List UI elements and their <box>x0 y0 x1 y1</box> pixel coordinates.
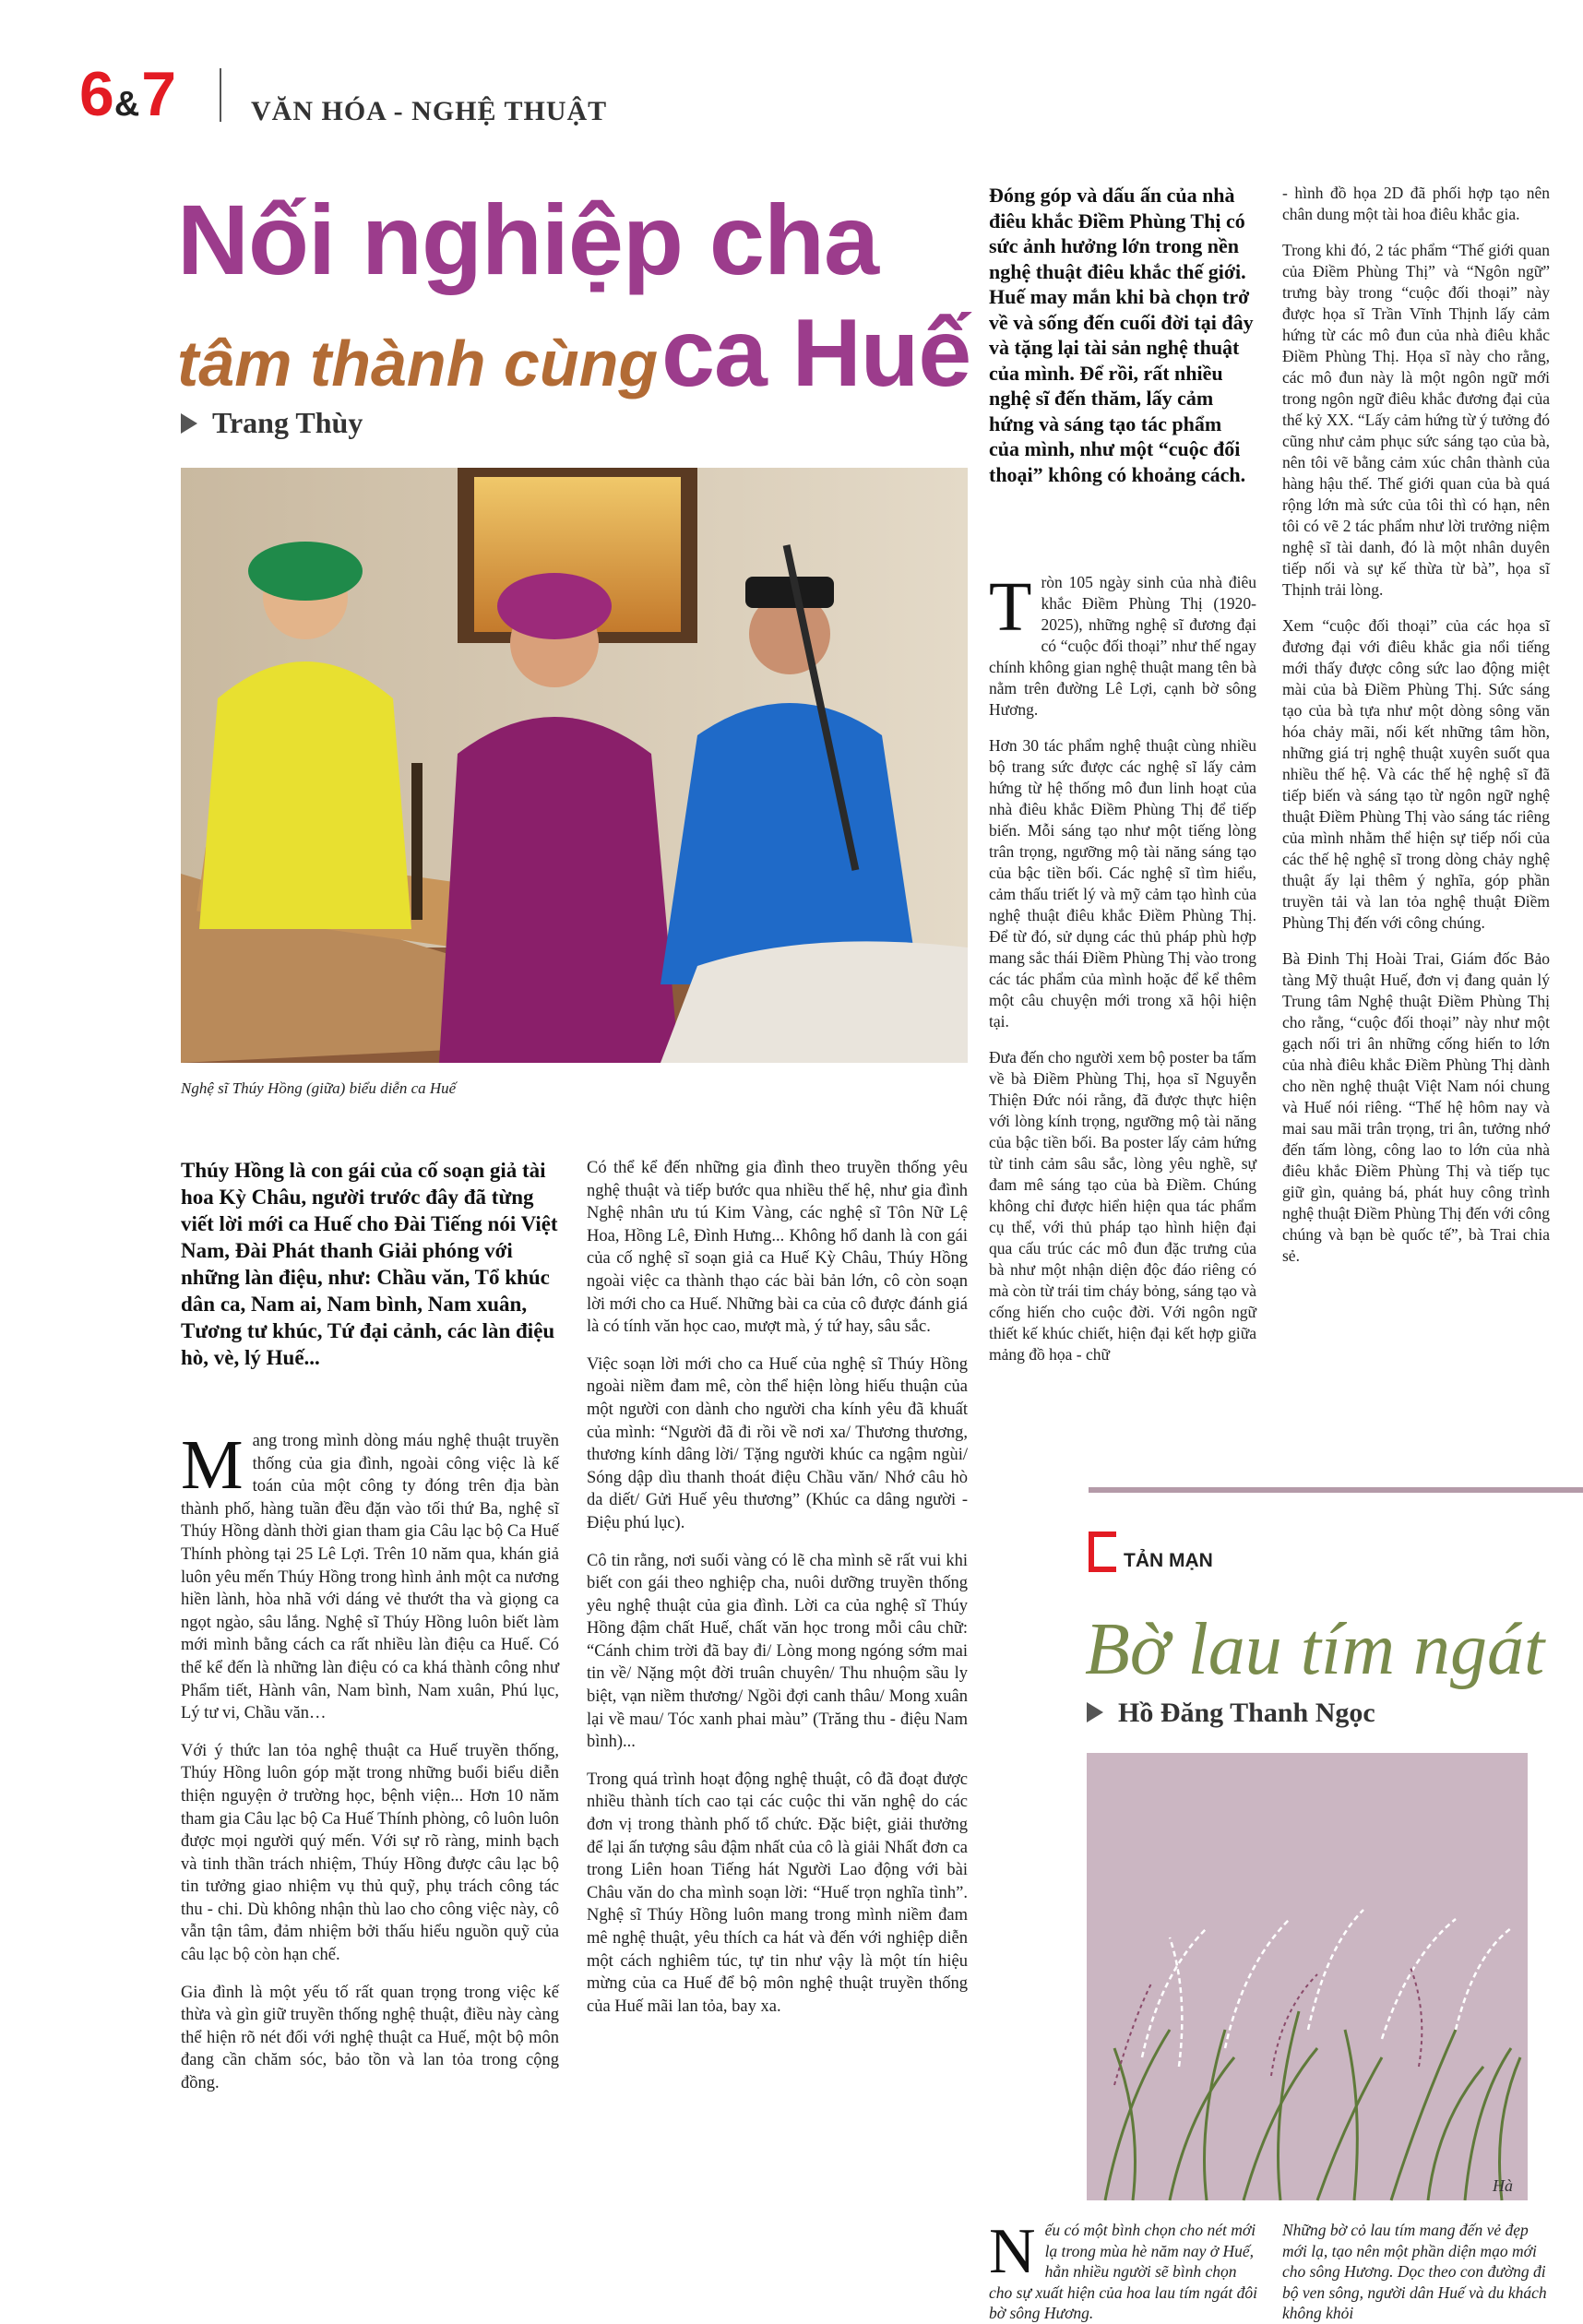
tanman-title: Bờ lau tím ngát <box>1085 1609 1545 1690</box>
article2-column-4 <box>1282 183 1550 1281</box>
article2-column-3 <box>989 568 1256 1380</box>
page-right: 7 <box>141 59 175 129</box>
article-photo <box>181 468 968 1063</box>
title-part-a: tâm thành cùng <box>177 328 659 399</box>
header-divider <box>220 68 221 122</box>
dropcap-t: T <box>989 568 1032 646</box>
col3-para-2: Hơn 30 tác phẩm nghệ thuật cùng nhiều bộ trang sức được các nghệ sĩ lấy cảm hứng từ hệ thống mô đun linh hoạt của nhà điêu khắc Điềm Phùng Thị để tiếp biến. Mỗi sáng tạo như một tiếng lòng trân trọng, ngưỡng mộ tài năng sáng tạo của bậc tiền bối. Các nghệ sĩ tìm hiểu, cảm thấu triết lý và mỹ cảm tạo hình của nghệ thuật điêu khắc Điềm Phùng Thị. Để từ đó, sử dụng các thủ pháp phù hợp mang sắc thái Điềm Phùng Thị vào trong các tác phẩm của mình hoặc để kể thêm một câu chuyện mới trong xã hội hiện tại. <box>989 736 1256 1031</box>
article-byline <box>181 406 363 440</box>
byline-triangle-icon <box>1087 1702 1103 1722</box>
page-amp: & <box>113 85 140 124</box>
photo-illustration <box>181 468 968 1063</box>
col4-para-3: Xem “cuộc đối thoại” của các họa sĩ đương đại với điêu khắc gia nổi tiếng mới thấy được công sức lao động miệt mài của bà Điềm Phùng Thị. Sức sáng tạo của bà tựa như một dòng sông văn hóa chảy mãi, nối kết những tâm hồn, những giá trị nghệ thuật xuyên suốt qua nhiều thế hệ. Và các thế hệ nghệ sĩ đã tiếp biến và sáng tạo từ ngôn ngữ nghệ thuật Điềm Phùng Thị vào sáng tác riêng của mình nhằm thể hiện sự tiếp nối của các thế hệ nghệ sĩ trong dòng chảy nghệ thuật ấy lại thêm ý nghĩa, góp phần truyền tải và lan tỏa nghệ thuật Điềm Phùng Thị đến với công chúng. <box>1282 616 1550 932</box>
tanman-author: Hồ Đăng Thanh Ngọc <box>1118 1698 1375 1728</box>
dropcap-n: N <box>989 2216 1036 2287</box>
col1-text-1: ang trong mình dòng máu nghệ thuật truyền thống của gia đình, ngoài công việc là kế toán của một công ty đóng trên địa bàn thành phố, hàng tuần đều đặn vào tối thứ Ba, nghệ sĩ Thúy Hồng dành thời gian tham gia Câu lạc bộ Ca Huế Thính phòng tại 25 Lê Lợi. Trên 10 năm qua, khán giả luôn yêu mến Thúy Hồng trong hình ảnh một ca nương hiền lành, hòa nhã với dáng vẻ thướt tha và giọng ca ngọt ngào, sâu lắng. Nghệ sĩ Thúy Hồng luôn biết làm mới mình bằng cách ca rất nhiều làn điệu ca Huế. Có thể kể đến là những làn điệu có ca khá thành công như Phẩm tiết, Hành vân, Nam bình, Nam xuân, Phú lục, Lý tư vi, Chầu văn… <box>181 1432 559 1723</box>
page-left: 6 <box>79 59 113 129</box>
tanman-text-left-body: ếu có một bình chọn cho nét mới lạ trong mùa hè năm nay ở Huế, hẳn nhiều người sẽ bình chọn cho sự xuất hiện của hoa lau tím ngát đôi bờ sông Hương. <box>989 2221 1257 2322</box>
article-title-line1: Nối nghiệp cha <box>177 184 879 295</box>
tanman-byline <box>1087 1698 1375 1729</box>
article-column-2 <box>587 1157 968 2032</box>
col4-para-1: - hình đồ họa 2D đã phối hợp tạo nên chân dung một tài hoa điêu khắc gia. <box>1282 184 1550 223</box>
col4-para-4: Bà Đinh Thị Hoài Trai, Giám đốc Bảo tàng Mỹ thuật Huế, đơn vị đang quản lý Trung tâm Nghệ thuật Điềm Phùng Thị cho rằng, “cuộc đối thoại” này như một gạch nối tri ân những cống hiến to lớn của nhà điêu khắc Điềm Phùng Thị dành cho nền nghệ thuật Việt Nam nói chung và Huế nói riêng. “Thế hệ hôm nay và mai sau mãi trân trọng, tri ân, tưởng nhớ đến tấm lòng, công lao to lớn của nhà điêu khắc Điềm Phùng Thị và tiếp tục giữ gìn, quảng bá, phát huy công trình nghệ thuật Điềm Phùng Thị đến với công chúng và bạn bè quốc tế”, bà Trai chia sẻ. <box>1282 949 1550 1265</box>
reed-illustration <box>1087 1753 1528 2200</box>
col2-para-1: Có thể kể đến những gia đình theo truyền thống yêu nghệ thuật và tiếp bước qua nhiều thế hệ, như gia đình Nghệ nhân ưu tú Kim Vàng, các nghệ sĩ Tôn Nữ Lệ Hoa, Hồng Lê, Đình Hưng... Không hổ danh là con gái của cố nghệ sĩ soạn giả ca Huế Kỳ Châu, Thúy Hồng ngoài việc ca thành thạo các bài bản lớn, cô còn soạn lời mới cho ca Huế. Những bài ca của cô được đánh giá là có tính văn học cao, mượt mà, ý tứ hay, sâu sắc. <box>587 1159 968 1337</box>
col3-para-1 <box>989 568 1256 721</box>
tanman-bracket-icon <box>1089 1531 1116 1572</box>
page-numbers <box>79 59 175 136</box>
col4-para-2: Trong khi đó, 2 tác phẩm “Thế giới quan của Điềm Phùng Thị” và “Ngôn ngữ” trưng bày trong “cuộc đối thoại” này được họa sĩ Trần Vĩnh Thịnh lấy cảm hứng từ các mô đun của nhà điêu khắc Điềm Phùng Thị. Họa sĩ này cho rằng, các mô đun này là một ngôn ngữ mới trong ngôn ngữ điêu khắc đương đại của thế kỷ XX. “Lấy cảm hứng từ ý tưởng đó cũng như cảm phục sức sáng tạo của bà, nên tôi vẽ bằng cảm xúc chân thành của hàng hậu thế. Thế giới quan của bà quá rộng lớn mà sức của tôi thì có hạn, nên tôi có vẽ 2 tác phẩm như lời trưởng niệm nghệ sĩ tài danh, đó là một nhân duyên tiếp nối và sự kế thừa từ bà”, họa sĩ Thịnh trải lòng. <box>1282 241 1550 599</box>
author-name: Trang Thùy <box>212 406 363 439</box>
col2-para-2: Việc soạn lời mới cho ca Huế của nghệ sĩ Thúy Hồng ngoài niềm đam mê, còn thể hiện lòng hiếu thuận của một người con dành cho người cha kính yêu đã khuất của mình: “Người đã đi rồi về nơi xa/ Thương thương, thương kính dâng lời/ Tặng người khúc ca ngậm ngùi/ Sóng dập dìu thanh thoát điệu Chầu văn/ Nhớ câu hò da diết/ Gửi Huế yêu thương” (Khúc ca dâng người - Điệu phú lục). <box>587 1354 968 1532</box>
byline-triangle-icon <box>181 413 197 434</box>
art-signature: Hà <box>1493 2176 1513 2195</box>
article-column-1 <box>181 1426 559 2110</box>
reed-drawing <box>1087 1753 1528 2200</box>
dropcap-m: M <box>181 1426 244 1504</box>
col2-para-3: Cô tin rằng, nơi suối vàng có lẽ cha mình sẽ rất vui khi biết con gái theo nghiệp cha, nuôi dưỡng truyền thống yêu nghệ thuật của gia đình. Lời ca của nghệ sĩ Thúy Hồng đậm chất Huế, chất văn học trong mỗi câu chữ: “Cánh chim trời đã bay đi/ Lòng mong ngóng sớm mai tin về/ Nặng một đời truân chuyên/ Thu nhuộm sầu ly biệt, vạn niềm thương/ Ngồi đợi canh thâu/ Mong xuân lại về mau/ Tóc xanh phai màu” (Trăng thu - điệu Nam bình)... <box>587 1551 968 1752</box>
col3-para-3: Đưa đến cho người xem bộ poster ba tấm về bà Điềm Phùng Thị, họa sĩ Nguyễn Thiện Đức nói rằng, đã được thực hiện với lòng kính trọng, ngưỡng mộ tài năng của bậc tiền bối. Ba poster lấy cảm hứng từ tinh cảm sâu sắc, lòng yêu nghề, sự đam mê sáng tạo của bà Điềm. Chúng không chỉ được hiển hiện qua tác phẩm cụ thể, với thủ pháp tạo hình hiện đại qua cấu trúc các mô đun đặc trưng của bà như một nhận diện độc đáo riêng có mà còn từ trái tim cháy bỏng, sáng tạo và cống hiến cho cuộc đời. Với ngôn ngữ thiết kế khúc chiết, hiện đại kết hợp giữa mảng đồ họa - chữ <box>989 1048 1256 1364</box>
tanman-text-left <box>989 2216 1262 2324</box>
article2-lead: Đóng góp và dấu ấn của nhà điêu khắc Điềm Phùng Thị có sức ảnh hưởng lớn trong nền nghệ thuật điêu khắc thế giới. Huế may mắn khi bà chọn trở về và sống đến cuối đời tại đây và tặng lại tài sản nghệ thuật của mình. Để rồi, rất nhiều nghệ sĩ đến thăm, lấy cảm hứng và sáng tạo tác phẩm của mình, như một “cuộc đối thoại” không có khoảng cách. <box>989 184 1254 486</box>
col1-para-2: Với ý thức lan tỏa nghệ thuật ca Huế truyền thống, Thúy Hồng luôn góp mặt trong những buổi biểu diễn thiện nguyện ở trường học, bệnh viện... Hơn 10 năm tham gia Câu lạc bộ Ca Huế Thính phòng, cô luôn luôn được mọi người quý mến. Với sự rõ ràng, minh bạch và tinh thần trách nhiệm, Thúy Hồng được câu lạc bộ tin tưởng giao nhiệm vụ thủ quỹ, phụ trách công tác thu - chi. Dù không nhận thù lao cho công việc này, cô vẫn tận tâm, đảm nhiệm bởi thấu hiểu nguồn quỹ của câu lạc bộ còn hạn chế. <box>181 1741 559 1965</box>
col2-para-4: Trong quá trình hoạt động nghệ thuật, cô đã đoạt được nhiều thành tích cao tại các cuộc thi văn nghệ do các đơn vị trong thành phố tổ chức. Đặc biệt, giải thưởng để lại ấn tượng sâu đậm nhất của cô là giải Nhất đơn ca trong Liên hoan Tiếng hát Người Lao động với bài Châu văn do cha mình soạn lời: “Huế trọn nghĩa tình”. Nghệ sĩ Thúy Hồng luôn mang trong mình niềm đam mê nghệ thuật, yêu thích ca hát và đến với nghiệp diễn một cách nghiêm túc, tự tin như vậy là một tín hiệu mừng của ca Huế để bộ môn nghệ thuật truyền thống của Huế mãi lan tỏa, bay xa. <box>587 1770 968 2016</box>
col1-para-1 <box>181 1426 559 1725</box>
section-title: VĂN HÓA - NGHỆ THUẬT <box>251 96 608 126</box>
photo-caption: Nghệ sĩ Thúy Hồng (giữa) biểu diễn ca Huế <box>181 1079 457 1097</box>
col3-text-1: ròn 105 ngày sinh của nhà điêu khắc Điềm Phùng Thị (1920-2025), những nghệ sĩ đương đại có “cuộc đối thoại” như thế ngay chính không gian nghệ thuật mang tên bà nằm trên đường Lê Lợi, cạnh bờ sông Hương. <box>989 573 1256 719</box>
tanman-text-right: Những bờ cỏ lau tím mang đến vẻ đẹp mới lạ, tạo nên một phần diện mạo mới cho sông Hương. Dọc theo con đường đi bộ ven sông, người dân Huế và du khách không khỏi <box>1282 2221 1547 2322</box>
title-part-b: ca Huế <box>661 300 971 407</box>
article-lead: Thúy Hồng là con gái của cố soạn giả tài hoa Kỳ Châu, người trước đây đã từng viết lời mới ca Huế cho Đài Tiếng nói Việt Nam, Đài Phát thanh Giải phóng với những làn điệu, như: Chầu văn, Tổ khúc dân ca, Nam ai, Nam bình, Nam xuân, Tương tư khúc, Tứ đại cảnh, các làn điệu hò, vè, lý Huế... <box>181 1159 558 1369</box>
tanman-label: TẢN MẠN <box>1124 1550 1213 1571</box>
tanman-divider <box>1089 1487 1583 1493</box>
col1-para-3: Gia đình là một yếu tố rất quan trọng trong việc kế thừa và gìn giữ truyền thống nghệ thuật, điều này càng thể hiện rõ nét đối với nghệ thuật ca Huế, một bộ môn đang cần chăm sóc, bảo tồn và lan tỏa trong cộng đồng. <box>181 1983 559 2093</box>
